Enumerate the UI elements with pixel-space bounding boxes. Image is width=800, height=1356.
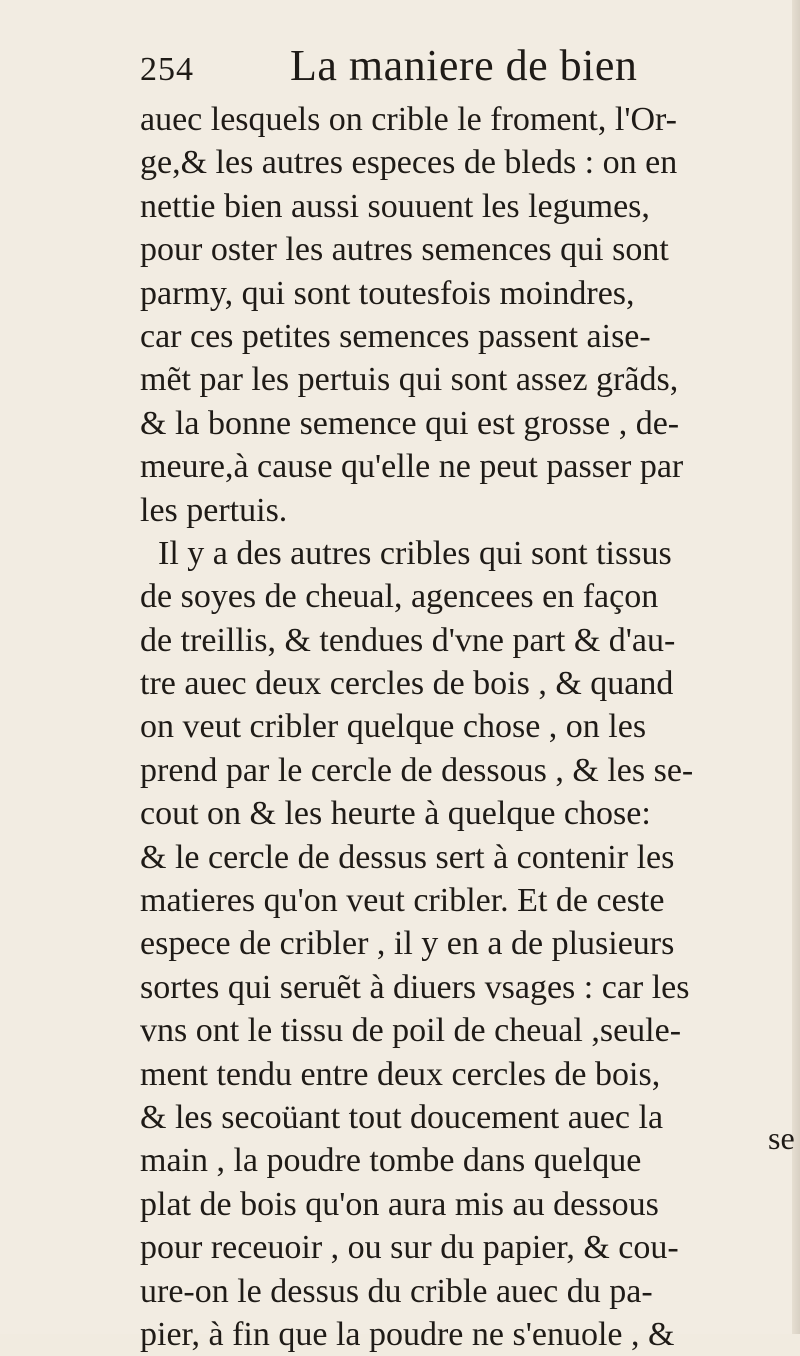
text-line: parmy, qui sont toutesfois moindres, (140, 274, 635, 312)
text-line: de treillis, & tendues d'vne part & d'au- (140, 621, 676, 659)
text-line: pour receuoir , ou sur du papier, & cou- (140, 1229, 679, 1267)
text-line: de soyes de cheual, agencees en façon (140, 578, 659, 616)
catchword: se (768, 1120, 795, 1156)
text-line: cout on & les heurte à quelque chose: (140, 795, 651, 833)
text-line: sortes qui seruẽt à diuers vsages : car les (140, 968, 690, 1006)
text-line: & le cercle de dessus sert à contenir les (140, 838, 675, 876)
text-line: matieres qu'on veut cribler. Et de ceste (140, 882, 665, 920)
text-line: main , la poudre tombe dans quelque (140, 1142, 642, 1180)
text-line: ge,& les autres especes de bleds : on en (140, 144, 678, 182)
text-line: ure-on le dessus du crible auec du pa- (140, 1272, 653, 1310)
text-line: plat de bois qu'on aura mis au dessous (140, 1185, 659, 1223)
text-line: pour oster les autres semences qui sont (140, 231, 669, 269)
body-text (140, 98, 790, 1356)
paragraph-start-line: Il y a des autres cribles qui sont tissus (158, 534, 672, 572)
text-line: car ces petites semences passent aise- (140, 317, 651, 355)
text-line: tre auec deux cercles de bois , & quand (140, 665, 674, 703)
text-line: mẽt par les pertuis qui sont assez grãds, (140, 361, 679, 399)
text-line: nettie bien aussi souuent les legumes, (140, 187, 650, 225)
text-line: on veut cribler quelque chose , on les (140, 708, 647, 746)
text-line: ment tendu entre deux cercles de bois, (140, 1055, 661, 1093)
running-title: La maniere de bien (290, 41, 638, 90)
text-line: pier, à fin que la poudre ne s'enuole , & (140, 1315, 675, 1353)
text-line: meure,à cause qu'elle ne peut passer par (140, 448, 684, 486)
text-line: & les secoüant tout doucement auec la (140, 1098, 664, 1136)
running-head (140, 40, 637, 100)
text-line: auec lesquels on crible le froment, l'Or- (140, 101, 677, 138)
text-line: espece de cribler , il y en a de plusieurs (140, 925, 675, 963)
text-line: vns ont le tissu de poil de cheual ,seule- (140, 1012, 682, 1050)
text-line: les pertuis. (140, 491, 288, 529)
text-line: & la bonne semence qui est grosse , de- (140, 404, 680, 442)
text-line: prend par le cercle de dessous , & les se- (140, 751, 694, 789)
page-number: 254 (140, 51, 194, 88)
